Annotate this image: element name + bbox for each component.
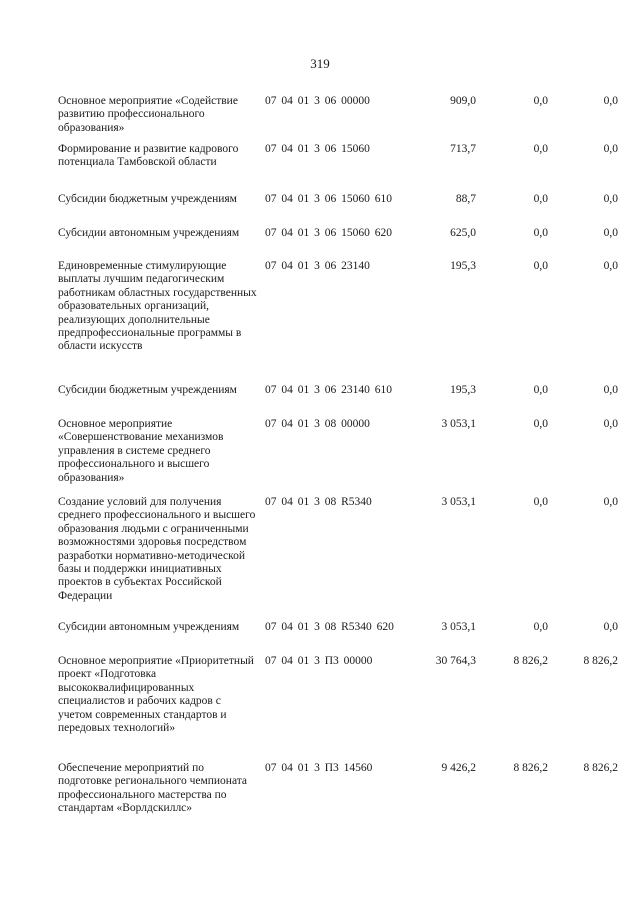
row-value-2: 0,0 — [533, 384, 548, 396]
row-value-3: 0,0 — [603, 260, 618, 272]
row-value-2: 0,0 — [533, 621, 548, 633]
row-value-2: 0,0 — [533, 418, 548, 430]
row-name: Единовременные стимулирующие выплаты лучшим педагогическим работникам областных государственных образовательных организаций, реализующих дополнительные предпрофессиональные программы в области искусств — [58, 260, 257, 353]
row-value-3: 0,0 — [603, 496, 618, 508]
row-code: 07 04 01 3 06 15060 610 — [265, 193, 392, 205]
row-value-1: 3 053,1 — [441, 496, 476, 508]
row-value-2: 0,0 — [533, 260, 548, 272]
row-name: Субсидии бюджетным учреждениям — [58, 193, 237, 205]
row-value-3: 0,0 — [603, 418, 618, 430]
row-code: 07 04 01 3 08 R5340 — [265, 496, 372, 508]
row-value-2: 8 826,2 — [513, 762, 548, 774]
row-name: Субсидии бюджетным учреждениям — [58, 384, 237, 396]
row-value-1: 88,7 — [455, 193, 476, 205]
row-name: Формирование и развитие кадрового потенциала Тамбовской области — [58, 143, 239, 169]
row-name: Субсидии автономным учреждениям — [58, 621, 240, 633]
row-value-1: 30 764,3 — [435, 655, 476, 667]
row-value-3: 0,0 — [603, 95, 618, 107]
row-value-1: 9 426,2 — [441, 762, 476, 774]
row-value-2: 0,0 — [533, 193, 548, 205]
row-name: Основное мероприятие «Совершенствование механизмов управления в системе среднего профессионального и высшего образования» — [58, 418, 224, 484]
row-name: Обеспечение мероприятий по подготовке регионального чемпионата профессионального мастерства по стандартам «Ворлдскиллс» — [58, 762, 248, 815]
page-number: 319 — [310, 56, 330, 71]
row-value-3: 8 826,2 — [583, 655, 618, 667]
row-value-2: 0,0 — [533, 95, 548, 107]
row-code: 07 04 01 3 П3 14560 — [265, 762, 373, 774]
row-value-1: 195,3 — [450, 384, 476, 396]
row-code: 07 04 01 3 06 15060 620 — [265, 227, 392, 239]
row-value-1: 625,0 — [450, 227, 476, 239]
row-code: 07 04 01 3 06 00000 — [265, 95, 370, 107]
row-code: 07 04 01 3 П3 00000 — [265, 655, 373, 667]
row-code: 07 04 01 3 06 23140 — [265, 260, 370, 272]
row-code: 07 04 01 3 08 R5340 620 — [265, 621, 394, 633]
row-value-2: 0,0 — [533, 227, 548, 239]
row-code: 07 04 01 3 06 15060 — [265, 143, 370, 155]
row-value-2: 8 826,2 — [513, 655, 548, 667]
row-name: Основное мероприятие «Содействие развитию профессионального образования» — [58, 95, 238, 134]
row-code: 07 04 01 3 06 23140 610 — [265, 384, 392, 396]
row-name: Субсидии автономным учреждениям — [58, 227, 240, 239]
row-value-3: 0,0 — [603, 384, 618, 396]
row-value-3: 0,0 — [603, 143, 618, 155]
row-value-3: 0,0 — [603, 621, 618, 633]
row-code: 07 04 01 3 08 00000 — [265, 418, 370, 430]
row-value-3: 8 826,2 — [583, 762, 618, 774]
row-value-1: 3 053,1 — [441, 418, 476, 430]
row-value-1: 3 053,1 — [441, 621, 476, 633]
row-value-3: 0,0 — [603, 193, 618, 205]
row-value-3: 0,0 — [603, 227, 618, 239]
row-name: Создание условий для получения среднего профессионального и высшего образования людьми с ограниченными возможностями здоровья посредством разработки нормативно-методической базы и поддержки инициативных проектов в субъектах Российской Федерации — [58, 496, 256, 602]
row-value-1: 713,7 — [450, 143, 476, 155]
row-value-2: 0,0 — [533, 496, 548, 508]
row-value-1: 195,3 — [450, 260, 476, 272]
row-value-2: 0,0 — [533, 143, 548, 155]
row-value-1: 909,0 — [450, 95, 476, 107]
row-name: Основное мероприятие «Приоритетный проект «Подготовка высококвалифицированных специалистов и рабочих кадров с учетом современных стандартов и передовых технологий» — [58, 655, 254, 735]
